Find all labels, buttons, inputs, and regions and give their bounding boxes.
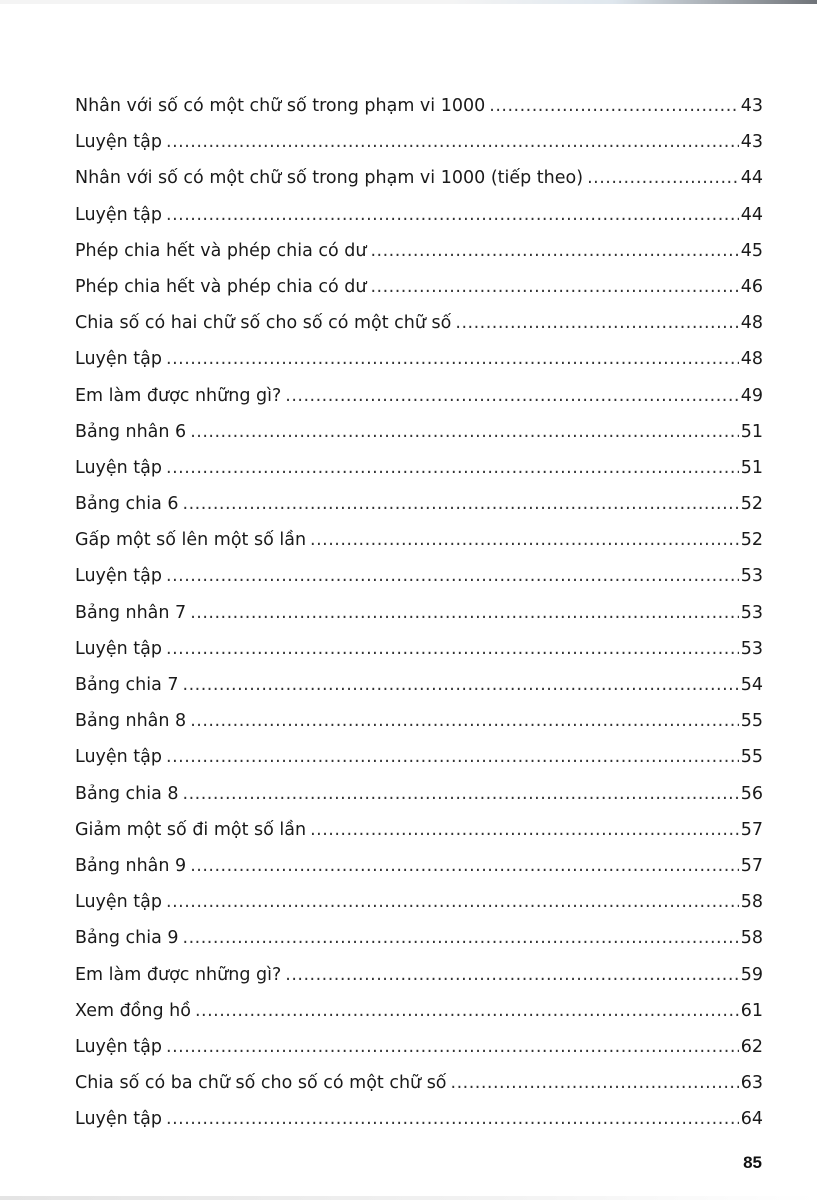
toc-leader-dots <box>166 1029 739 1065</box>
toc-entry-title: Phép chia hết và phép chia có dư <box>75 240 367 261</box>
toc-leader-dots <box>190 703 739 739</box>
toc-entry-page: 43 <box>740 132 763 153</box>
toc-leader-dots <box>451 1065 739 1101</box>
toc-leader-dots <box>370 269 738 305</box>
toc-entry-title: Bảng chia 9 <box>75 928 179 949</box>
toc-leader-dots <box>489 88 738 124</box>
toc-leader-dots <box>455 305 738 341</box>
toc-entry-title: Xem đồng hồ <box>75 1000 191 1021</box>
toc-entry <box>75 739 763 775</box>
toc-entry-title: Gấp một số lên một số lần <box>75 530 307 551</box>
toc-leader-dots <box>190 848 739 884</box>
toc-entry-page: 44 <box>740 204 763 225</box>
toc-entry <box>75 631 763 667</box>
toc-entry <box>75 197 763 233</box>
toc-entry-page: 53 <box>740 602 763 623</box>
toc-entry <box>75 124 763 160</box>
toc-entry-page: 52 <box>740 530 763 551</box>
toc-entry-title: Luyện tập <box>75 204 163 225</box>
toc-entry <box>75 1065 763 1101</box>
toc-entry-page: 51 <box>740 457 763 478</box>
toc-entry <box>75 595 763 631</box>
toc-entry-page: 48 <box>740 349 763 370</box>
toc-entry <box>75 378 763 414</box>
toc-entry <box>75 160 763 196</box>
toc-entry-title: Luyện tập <box>75 892 163 913</box>
toc-entry-title: Bảng nhân 9 <box>75 855 187 876</box>
toc-leader-dots <box>166 450 739 486</box>
toc-entry-title: Bảng nhân 6 <box>75 421 187 442</box>
toc-entry <box>75 1101 763 1137</box>
toc-entry-title: Chia số có ba chữ số cho số có một chữ số <box>75 1073 447 1094</box>
toc-entry-title: Bảng chia 6 <box>75 494 179 515</box>
toc-entry <box>75 848 763 884</box>
toc-entry-page: 56 <box>740 783 763 804</box>
toc-entry-title: Em làm được những gì? <box>75 385 282 406</box>
toc-leader-dots <box>195 993 739 1029</box>
toc-entry-page: 61 <box>740 1000 763 1021</box>
toc-leader-dots <box>183 667 739 703</box>
toc-entry-title: Chia số có hai chữ số cho số có một chữ số <box>75 313 452 334</box>
toc-entry-title: Luyện tập <box>75 638 163 659</box>
toc-leader-dots <box>285 957 738 993</box>
toc-entry <box>75 667 763 703</box>
toc-entry <box>75 305 763 341</box>
toc-leader-dots <box>166 739 739 775</box>
toc-leader-dots <box>587 160 739 196</box>
toc-leader-dots <box>190 595 739 631</box>
toc-entry <box>75 558 763 594</box>
toc-leader-dots <box>166 558 739 594</box>
toc-entry-title: Luyện tập <box>75 457 163 478</box>
toc-entry-title: Nhân với số có một chữ số trong phạm vi 1000 <box>75 96 486 116</box>
toc-entry-title: Luyện tập <box>75 566 163 587</box>
toc-entry-page: 59 <box>740 964 763 985</box>
toc-entry <box>75 776 763 812</box>
toc-entry-page: 46 <box>740 276 763 297</box>
toc-leader-dots <box>370 233 738 269</box>
toc-leader-dots <box>166 197 739 233</box>
toc-entry-page: 49 <box>740 385 763 406</box>
toc-entry-title: Em làm được những gì? <box>75 964 282 985</box>
toc-entry <box>75 993 763 1029</box>
toc-entry-title: Luyện tập <box>75 349 163 370</box>
toc-leader-dots <box>285 378 738 414</box>
toc-leader-dots <box>166 884 739 920</box>
toc-entry <box>75 703 763 739</box>
toc-entry-title: Luyện tập <box>75 1109 163 1130</box>
toc-entry <box>75 88 763 124</box>
table-of-contents <box>75 88 763 1137</box>
toc-entry-page: 55 <box>740 711 763 732</box>
toc-entry <box>75 1029 763 1065</box>
toc-entry-page: 51 <box>740 421 763 442</box>
toc-leader-dots <box>310 522 739 558</box>
toc-leader-dots <box>183 776 739 812</box>
toc-entry <box>75 341 763 377</box>
toc-entry-page: 45 <box>740 240 763 261</box>
toc-entry-page: 58 <box>740 928 763 949</box>
toc-entry <box>75 957 763 993</box>
toc-entry <box>75 522 763 558</box>
toc-entry-page: 48 <box>740 313 763 334</box>
toc-entry <box>75 812 763 848</box>
toc-leader-dots <box>166 124 739 160</box>
toc-entry-title: Nhân với số có một chữ số trong phạm vi 1000 (tiếp theo) <box>75 168 584 189</box>
page-number: 85 <box>743 1153 762 1172</box>
toc-leader-dots <box>310 812 739 848</box>
toc-entry-page: 52 <box>740 494 763 515</box>
toc-entry-title: Bảng chia 8 <box>75 783 179 804</box>
toc-entry-page: 55 <box>740 747 763 768</box>
toc-entry <box>75 450 763 486</box>
toc-entry-title: Bảng chia 7 <box>75 675 179 695</box>
toc-entry-page: 57 <box>740 855 763 876</box>
toc-entry <box>75 414 763 450</box>
toc-entry <box>75 920 763 956</box>
page-bottom-edge <box>0 1196 817 1200</box>
toc-entry-page: 53 <box>740 638 763 659</box>
toc-leader-dots <box>166 341 739 377</box>
page-top-edge <box>0 0 817 4</box>
toc-entry-page: 54 <box>740 675 763 695</box>
toc-entry-title: Phép chia hết và phép chia có dư <box>75 276 367 297</box>
toc-entry-page: 57 <box>740 819 763 840</box>
toc-entry-page: 44 <box>740 168 763 189</box>
toc-entry-page: 53 <box>740 566 763 587</box>
toc-entry <box>75 269 763 305</box>
toc-leader-dots <box>166 1101 739 1137</box>
toc-leader-dots <box>190 414 739 450</box>
toc-entry <box>75 233 763 269</box>
toc-entry-page: 62 <box>740 1036 763 1057</box>
toc-entry-title: Luyện tập <box>75 132 163 153</box>
toc-leader-dots <box>183 920 739 956</box>
toc-entry-title: Luyện tập <box>75 747 163 768</box>
toc-entry-page: 64 <box>740 1109 763 1130</box>
toc-entry-title: Bảng nhân 8 <box>75 711 187 732</box>
toc-entry <box>75 486 763 522</box>
toc-entry <box>75 884 763 920</box>
toc-entry-page: 43 <box>740 96 763 116</box>
toc-entry-title: Luyện tập <box>75 1036 163 1057</box>
toc-leader-dots <box>166 631 739 667</box>
toc-entry-title: Giảm một số đi một số lần <box>75 819 307 840</box>
toc-entry-page: 58 <box>740 892 763 913</box>
toc-entry-title: Bảng nhân 7 <box>75 602 187 623</box>
toc-entry-page: 63 <box>740 1073 763 1094</box>
toc-leader-dots <box>183 486 739 522</box>
